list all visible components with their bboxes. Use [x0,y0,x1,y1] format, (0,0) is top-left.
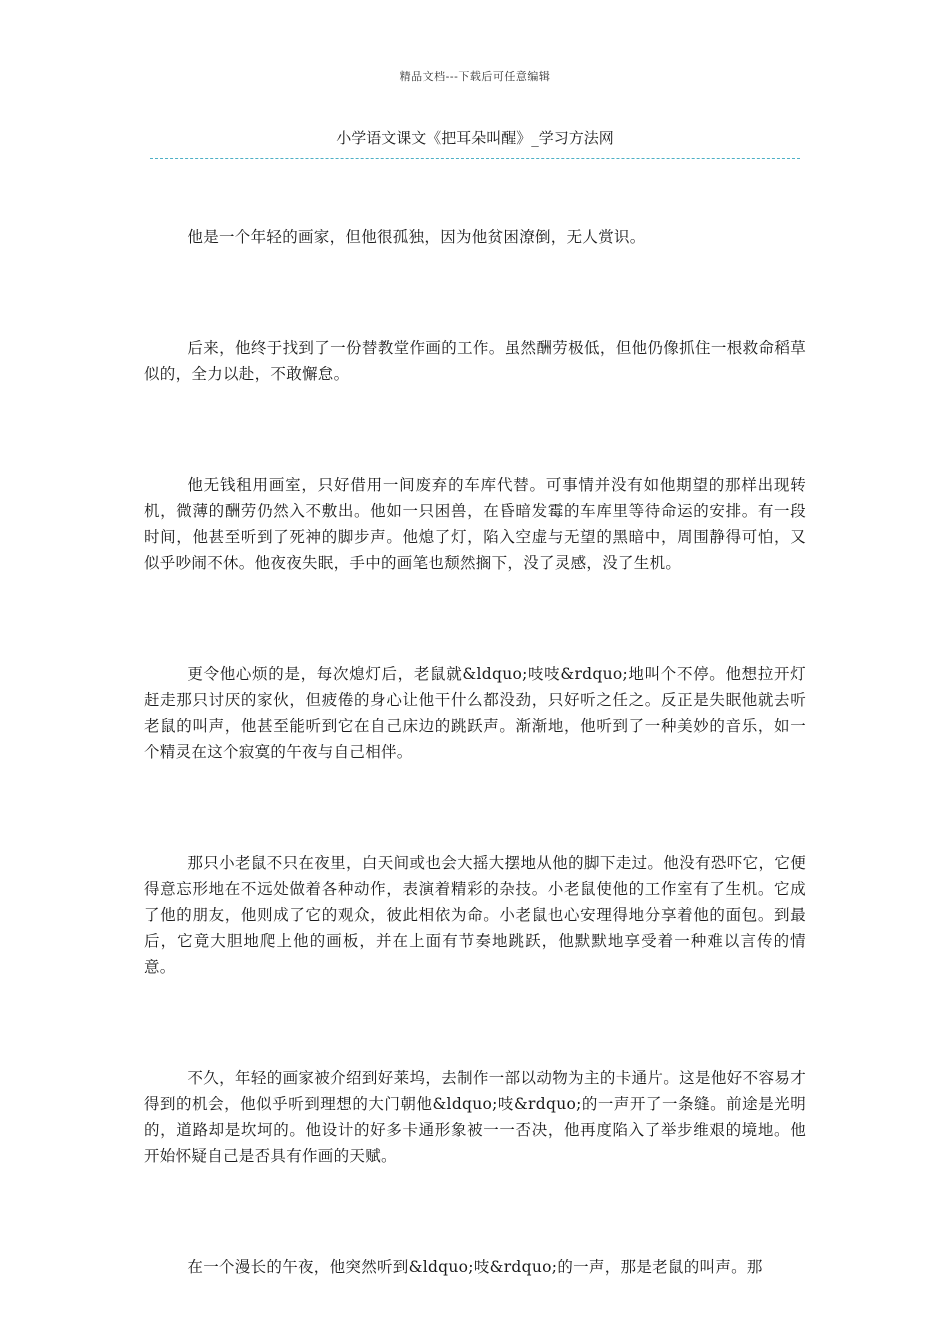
paragraph: 后来，他终于找到了一份替教堂作画的工作。虽然酬劳极低，但他仍像抓住一根救命稻草似的，全力以赴，不敢懈怠。 [144,339,806,383]
title-divider [150,158,800,159]
paragraph: 更令他心烦的是，每次熄灯后，老鼠就&ldquo;吱吱&rdquo;地叫个不停。他想拉开灯赶走那只讨厌的家伙，但疲倦的身心让他干什么都没劲，只好听之任之。反正是失眠他就去听老鼠的叫声，他甚至能听到它在自己床边的跳跃声。渐渐地，他听到了一种美妙的音乐，如一个精灵在这个寂寞的午夜与自己相伴。 [144,665,806,761]
page-header-note: 精品文档---下载后可任意编辑 [399,70,551,83]
paragraph: 他无钱租用画室，只好借用一间废弃的车库代替。可事情并没有如他期望的那样出现转机，微薄的酬劳仍然入不敷出。他如一只困兽，在昏暗发霉的车库里等待命运的安排。有一段时间，他甚至听到了死神的脚步声。他熄了灯，陷入空虚与无望的黑暗中，周围静得可怕，又似乎吵闹不休。他夜夜失眠，手中的画笔也颓然搁下，没了灵感，没了生机。 [144,476,806,572]
paragraph: 那只小老鼠不只在夜里，白天间或也会大摇大摆地从他的脚下走过。他没有恐吓它，它便得意忘形地在不远处做着各种动作，表演着精彩的杂技。小老鼠使他的工作室有了生机。它成了他的朋友，他则成了它的观众，彼此相依为命。小老鼠也心安理得地分享着他的面包。到最后，它竟大胆地爬上他的画板，并在上面有节奏地跳跃，他默默地享受着一种难以言传的情意。 [144,854,806,976]
document-body [144,224,806,1280]
document-title: 小学语文课文《把耳朵叫醒》_学习方法网 [336,129,614,147]
paragraph: 不久，年轻的画家被介绍到好莱坞，去制作一部以动物为主的卡通片。这是他好不容易才得到的机会，他似乎听到理想的大门朝他&ldquo;吱&rdquo;的一声开了一条缝。前途是光明的，道路却是坎坷的。他设计的好多卡通形象被一一否决，他再度陷入了举步维艰的境地。他开始怀疑自己是否具有作画的天赋。 [144,1069,806,1165]
paragraph: 在一个漫长的午夜，他突然听到&ldquo;吱&rdquo;的一声，那是老鼠的叫声。那 [187,1258,763,1276]
paragraph: 他是一个年轻的画家，但他很孤独，因为他贫困潦倒，无人赏识。 [187,228,646,246]
